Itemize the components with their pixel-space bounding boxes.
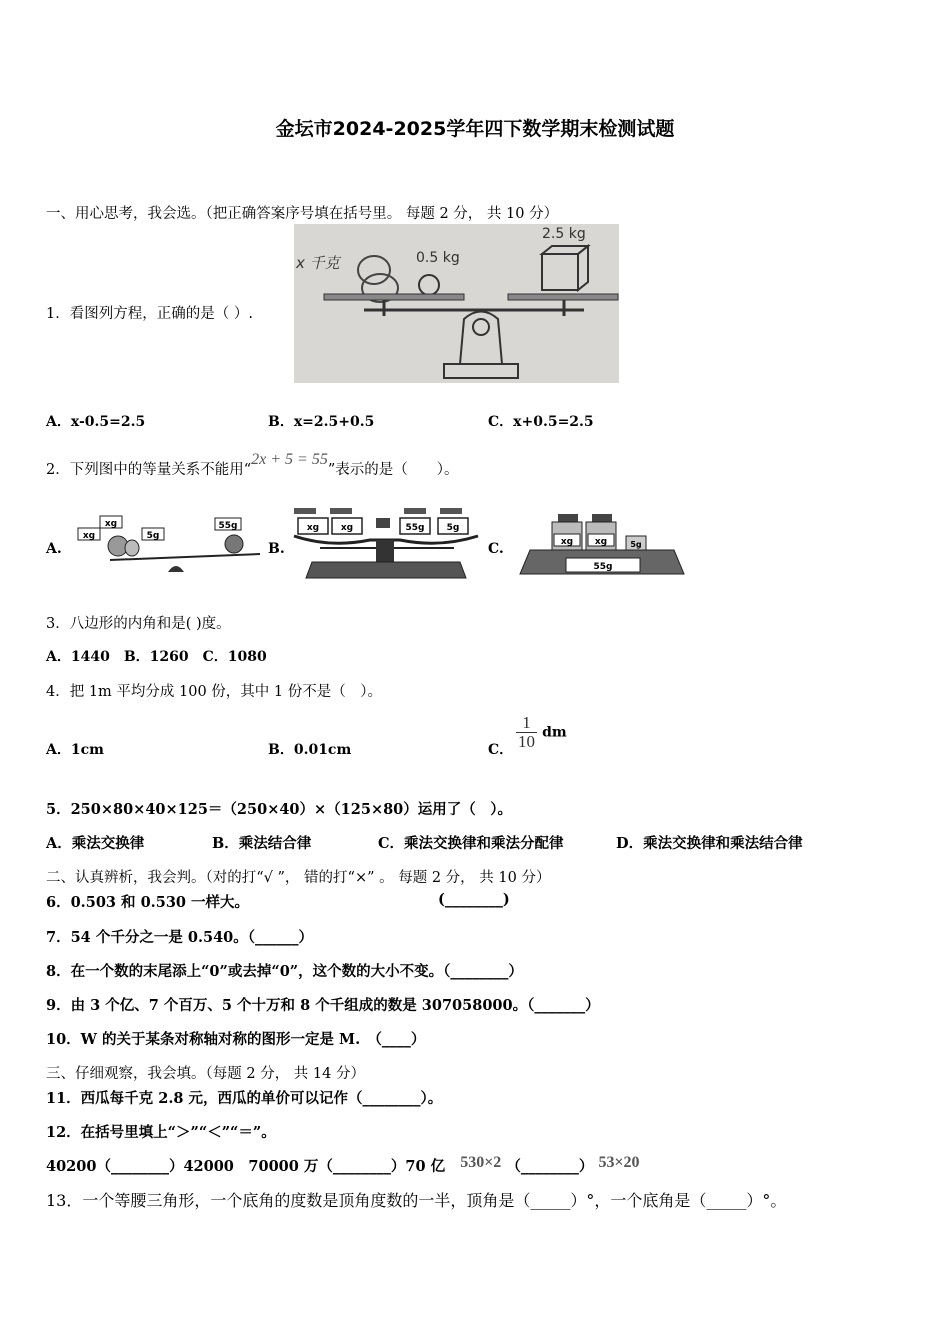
page-title: 金坛市2024-2025学年四下数学期末检测试题 (275, 118, 675, 140)
q13-text: 13．一个等腰三角形，一个底角的度数是顶角度数的一半，顶角是（_____）°，一个底角是（_____）°。 (46, 1191, 787, 1210)
q2-figure-b (290, 504, 482, 586)
q12-row-a: 40200（________）42000 70000 万（________）70 亿 (46, 1158, 446, 1175)
55g-weight: 55g (405, 523, 425, 533)
q1-balance-figure (294, 224, 619, 383)
q12-row (46, 1155, 640, 1176)
xg-weight: xg (82, 531, 96, 541)
q2-figure-a (70, 510, 266, 582)
q10-text: 10．W 的关于某条对称轴对称的图形一定是 M. （____） (46, 1031, 426, 1048)
q2-option-b-label: B. (268, 541, 285, 557)
fraction: $\frac{1}{10}$ (518, 713, 535, 751)
q2-text (46, 451, 459, 479)
q11-text: 11．西瓜每千克 2.8 元，西瓜的单价可以记作（________）。 (46, 1090, 443, 1107)
q8-text: 8．在一个数的末尾添上“0”或去掉“0”，这个数的大小不变。（________） (46, 963, 523, 980)
q5-option-b: B．乘法结合律 (212, 835, 312, 852)
xg-weight: xg (594, 537, 608, 547)
box-weight-label: 2.5 kg (542, 226, 586, 242)
q3-text: 3．八边形的内角和是( )度。 (46, 616, 231, 632)
55g-weight: 55g (593, 562, 613, 572)
xg-weight: xg (104, 519, 118, 529)
q6-text: 6．0.503 和 0.530 一样大。 (46, 894, 250, 911)
q9-text: 9．由 3 个亿、7 个百万、5 个十万和 8 个千组成的数是 307058000。（_______） (46, 997, 600, 1014)
xg-weight: xg (340, 523, 354, 533)
q2-equation: 2x + 5 = 55 (251, 451, 328, 468)
q5-option-d: D．乘法交换律和乘法结合律 (616, 835, 803, 852)
q4-option-b: B．0.01cm (268, 742, 352, 758)
5g-weight: 5g (146, 531, 160, 541)
q2-option-c-label: C. (488, 541, 504, 557)
section2-heading: 二、认真辨析，我会判。（对的打“√ ”， 错的打“×” 。 每题 2 分， 共 10 分） (46, 870, 551, 886)
ball-weight-label: 0.5 kg (416, 250, 460, 266)
55g-weight: 55g (218, 521, 238, 531)
q5-option-c: C．乘法交换律和乘法分配律 (378, 835, 564, 852)
q12-blank[interactable]: （________） (506, 1158, 594, 1175)
q12-text: 12．在括号里填上“＞”“＜”“＝”。 (46, 1124, 276, 1141)
q2-text-before: 2．下列图中的等量关系不能用“ (46, 462, 252, 478)
q4-option-c-label: C． (488, 742, 514, 758)
q5-option-a: A．乘法交换律 (46, 835, 145, 852)
q1-option-c: C．x+0.5=2.5 (488, 414, 594, 430)
q4-option-a: A．1cm (46, 742, 104, 758)
q4-text: 4．把 1m 平均分成 100 份，其中 1 份不是（ ）。 (46, 684, 383, 700)
q2-option-a-label: A. (46, 541, 62, 557)
xg-weight: xg (560, 537, 574, 547)
q12-expr1: 530×2 (460, 1154, 502, 1171)
q1-text: 1．看图列方程，正确的是（ ）. (46, 306, 253, 322)
x-kg-label: x 千克 (296, 254, 340, 272)
q2-text-after: ”表示的是（ ）。 (327, 462, 459, 478)
q3-options: A．1440 B．1260 C．1080 (46, 649, 267, 665)
q1-option-a: A．x-0.5=2.5 (46, 414, 146, 430)
q6-blank[interactable]: (________) (438, 891, 510, 908)
q4-option-c-value (516, 714, 567, 751)
xg-weight: xg (306, 523, 320, 533)
q2-figure-c (516, 508, 688, 584)
unit: dm (542, 724, 567, 741)
q12-expr2: 53×20 (598, 1154, 640, 1171)
section3-heading: 三、仔细观察，我会填。（每题 2 分， 共 14 分） (46, 1066, 365, 1082)
section1-heading: 一、用心思考，我会选。（把正确答案序号填在括号里。 每题 2 分， 共 10 分） (46, 206, 559, 222)
5g-weight: 5g (446, 523, 460, 533)
q5-text: 5．250×80×40×125＝（250×40）×（125×80）运用了（ ）。 (46, 801, 513, 818)
q1-option-b: B．x=2.5+0.5 (268, 414, 375, 430)
5g-weight: 5g (630, 540, 642, 549)
q7-text: 7．54 个千分之一是 0.540。（______） (46, 929, 314, 946)
